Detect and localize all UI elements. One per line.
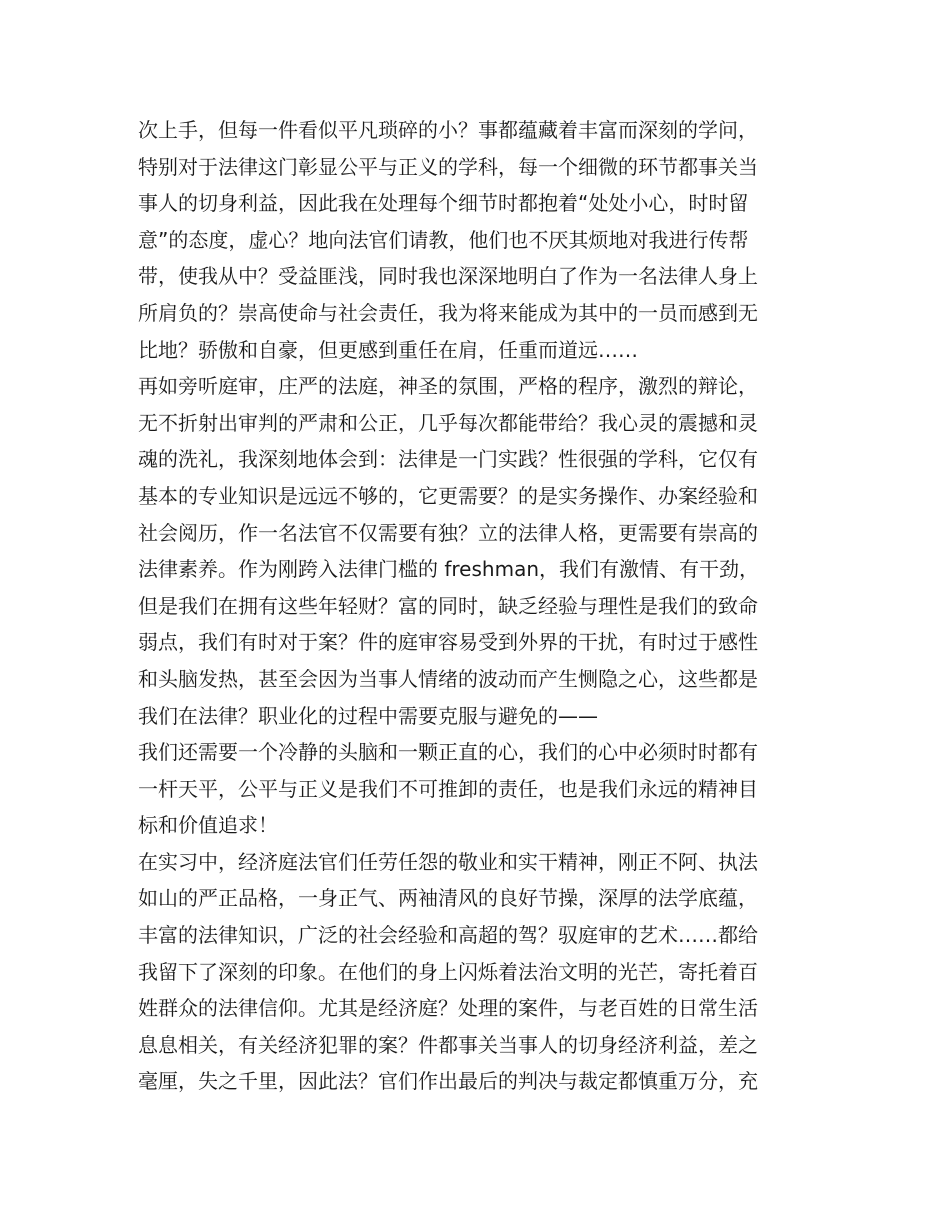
- text-line: 比地？骄傲和自豪，但更感到重任在肩，任重而道远……: [138, 337, 638, 362]
- text-line: 毫厘，失之千里，因此法？官们作出最后的判决与裁定都慎重万分，充: [138, 1069, 758, 1094]
- text-line: 事人的切身利益，因此我在处理每个细节时都抱着“处处小心，时时留: [138, 191, 749, 216]
- text-line: 社会阅历，作一名法官不仅需要有独？立的法律人格，更需要有崇高的: [138, 520, 758, 545]
- text-line: 无不折射出审判的严肃和公正，几乎每次都能带给？我心灵的震撼和灵: [138, 410, 758, 435]
- text-line: 一杆天平，公平与正义是我们不可推卸的责任，也是我们永远的精神目: [138, 776, 758, 801]
- text-line: 所肩负的？崇高使命与社会责任，我为将来能成为其中的一员而感到无: [138, 300, 758, 325]
- text-line: 法律素养。作为刚跨入法律门槛的 freshman，我们有激情、有干劲，: [138, 557, 759, 582]
- text-line: 我们还需要一个冷静的头脑和一颗正直的心，我们的心中必须时时都有: [138, 740, 758, 765]
- text-line: 意”的态度，虚心？地向法官们请教，他们也不厌其烦地对我进行传帮: [138, 227, 749, 252]
- text-line: 标和价值追求！: [138, 813, 278, 838]
- text-line: 我留下了深刻的印象。在他们的身上闪烁着法治文明的光芒，寄托着百: [138, 959, 758, 984]
- text-line: 息息相关，有关经济犯罪的案？件都事关当事人的切身经济利益，差之: [138, 1032, 758, 1057]
- text-line: 和头脑发热，甚至会因为当事人情绪的波动而产生恻隐之心，这些都是: [138, 666, 758, 691]
- text-line: 基本的专业知识是远远不够的，它更需要？的是实务操作、办案经验和: [138, 483, 758, 508]
- text-line: 但是我们在拥有这些年轻财？富的同时，缺乏经验与理性是我们的致命: [138, 593, 758, 618]
- text-line: 特别对于法律这门彰显公平与正义的学科，每一个细微的环节都事关当: [138, 154, 758, 179]
- text-line: 我们在法律？职业化的过程中需要克服与避免的——: [138, 703, 598, 728]
- text-line: 带，使我从中？受益匪浅，同时我也深深地明白了作为一名法律人身上: [138, 264, 758, 289]
- text-line: 姓群众的法律信仰。尤其是经济庭？处理的案件，与老百姓的日常生活: [138, 996, 758, 1021]
- text-line: 弱点，我们有时对于案？件的庭审容易受到外界的干扰，有时过于感性: [138, 630, 758, 655]
- text-line: 次上手，但每一件看似平凡琐碎的小？事都蕴藏着丰富而深刻的学问，: [138, 118, 758, 142]
- text-line: 再如旁听庭审，庄严的法庭，神圣的氛围，严格的程序，激烈的辩论，: [138, 374, 758, 399]
- text-line: 魂的洗礼，我深刻地体会到：法律是一门实践？性很强的学科，它仅有: [138, 447, 758, 472]
- text-line: 丰富的法律知识，广泛的社会经验和高超的驾？驭庭审的艺术……都给: [138, 923, 758, 948]
- text-line: 如山的严正品格，一身正气、两袖清风的良好节操，深厚的法学底蕴，: [138, 886, 758, 911]
- body-text: [138, 112, 828, 1100]
- text-line: 在实习中，经济庭法官们任劳任怨的敬业和实干精神，刚正不阿、执法: [138, 849, 758, 874]
